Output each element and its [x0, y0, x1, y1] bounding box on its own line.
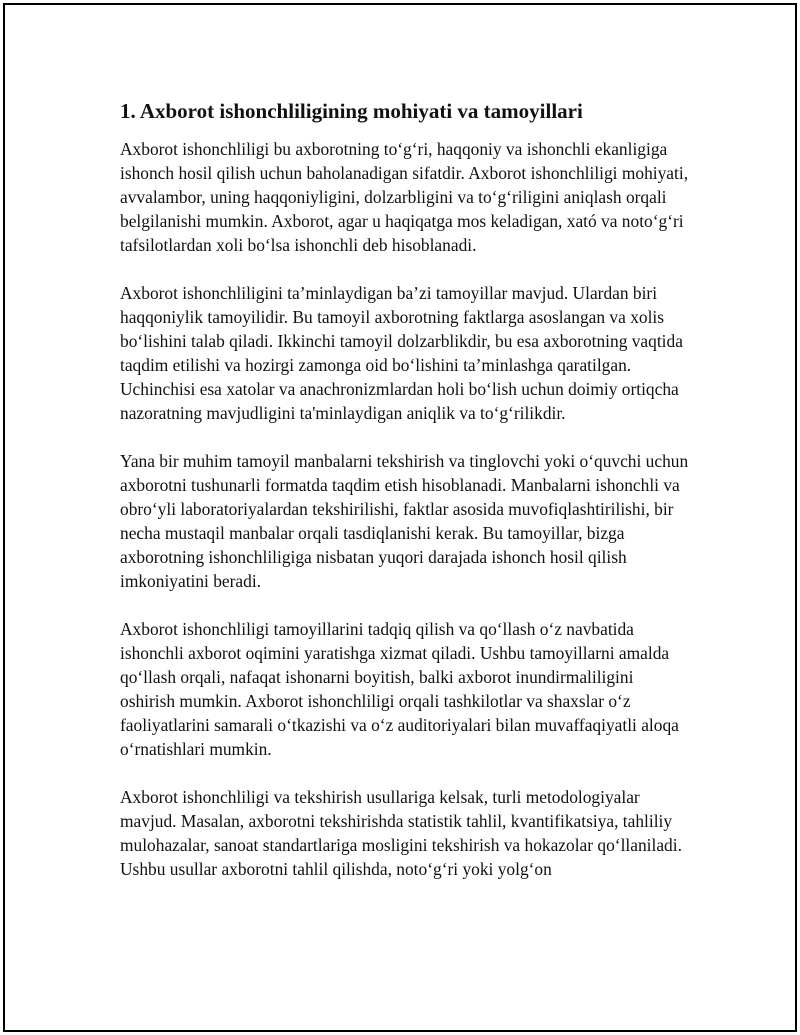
document-body: [120, 97, 692, 905]
paragraph-2: Axborot ishonchliligini ta’minlaydigan ba’zi tamoyillar mavjud. Ulardan biri haqqoniylik tamoyilidir. Bu tamoyil axborotning faktlarga asoslangan va xolis bo‘lishini talab qiladi. Ikkinchi tamoyil dolzarblikdir, bu esa axborotning vaqtida taqdim etilishi va hozirgi zamonga oid bo‘lishini ta’minlashga qaratilgan. Uchinchisi esa xatolar va anachronizmlardan holi bo‘lish uchun doimiy ortiqcha nazoratning mavjudligini ta'minlaydigan aniqlik va to‘g‘rilikdir.: [120, 283, 683, 423]
paragraph-4: Axborot ishonchliligi tamoyillarini tadqiq qilish va qo‘llash o‘z navbatida ishonchli axborot oqimini yaratishga xizmat qiladi. Ushbu tamoyillarni amalda qo‘llash orqali, nafaqat ishonarni boyitish, balki axborot inundirmaliligini oshirish mumkin. Axborot ishonchliligi orqali tashkilotlar va shaxslar o‘z faoliyatlarini samarali o‘tkazishi va o‘z auditoriyalari bilan muvaffaqiyatli aloqa o‘rnatishlari mumkin.: [120, 619, 679, 759]
paragraph-3: Yana bir muhim tamoyil manbalarni tekshirish va tinglovchi yoki o‘quvchi uchun axborotni tushunarli formatda taqdim etish hisoblanadi. Manbalarni ishonchli va obro‘yli laboratoriyalardan tekshirilishi, faktlar asosida muvofiqlashtirilishi, bir necha mustaqil manbalar orqali tasdiqlanishi kerak. Bu tamoyillar, bizga axborotning ishonchliligiga nisbatan yuqori darajada ishonch hosil qilish imkoniyatini beradi.: [120, 451, 689, 591]
paragraph-5: Axborot ishonchliligi va tekshirish usullariga kelsak, turli metodologiyalar mavjud. Masalan, axborotni tekshirishda statistik tahlil, kvantifikatsiya, tahliliy mulohazalar, sanoat standartlariga mosligini tekshirish va hokazolar qo‘llaniladi. Ushbu usullar axborotni tahlil qilishda, noto‘g‘ri yoki yolg‘on: [120, 787, 682, 879]
paragraph-1: Axborot ishonchliligi bu axborotning to‘g‘ri, haqqoniy va ishonchli ekanligiga ishonch hosil qilish uchun baholanadigan sifatdir. Axborot ishonchliligi mohiyati, avvalambor, uning haqqoniyligini, dolzarbligini va to‘g‘riligini aniqlash orqali belgilanishi mumkin. Axborot, agar u haqiqatga mos keladigan, xató va noto‘g‘ri tafsilotlardan xoli bo‘lsa ishonchli deb hisoblanadi.: [120, 139, 689, 255]
section-heading: 1. Axborot ishonchliligining mohiyati va tamoyillari: [120, 99, 583, 123]
page-frame: [3, 3, 797, 1032]
